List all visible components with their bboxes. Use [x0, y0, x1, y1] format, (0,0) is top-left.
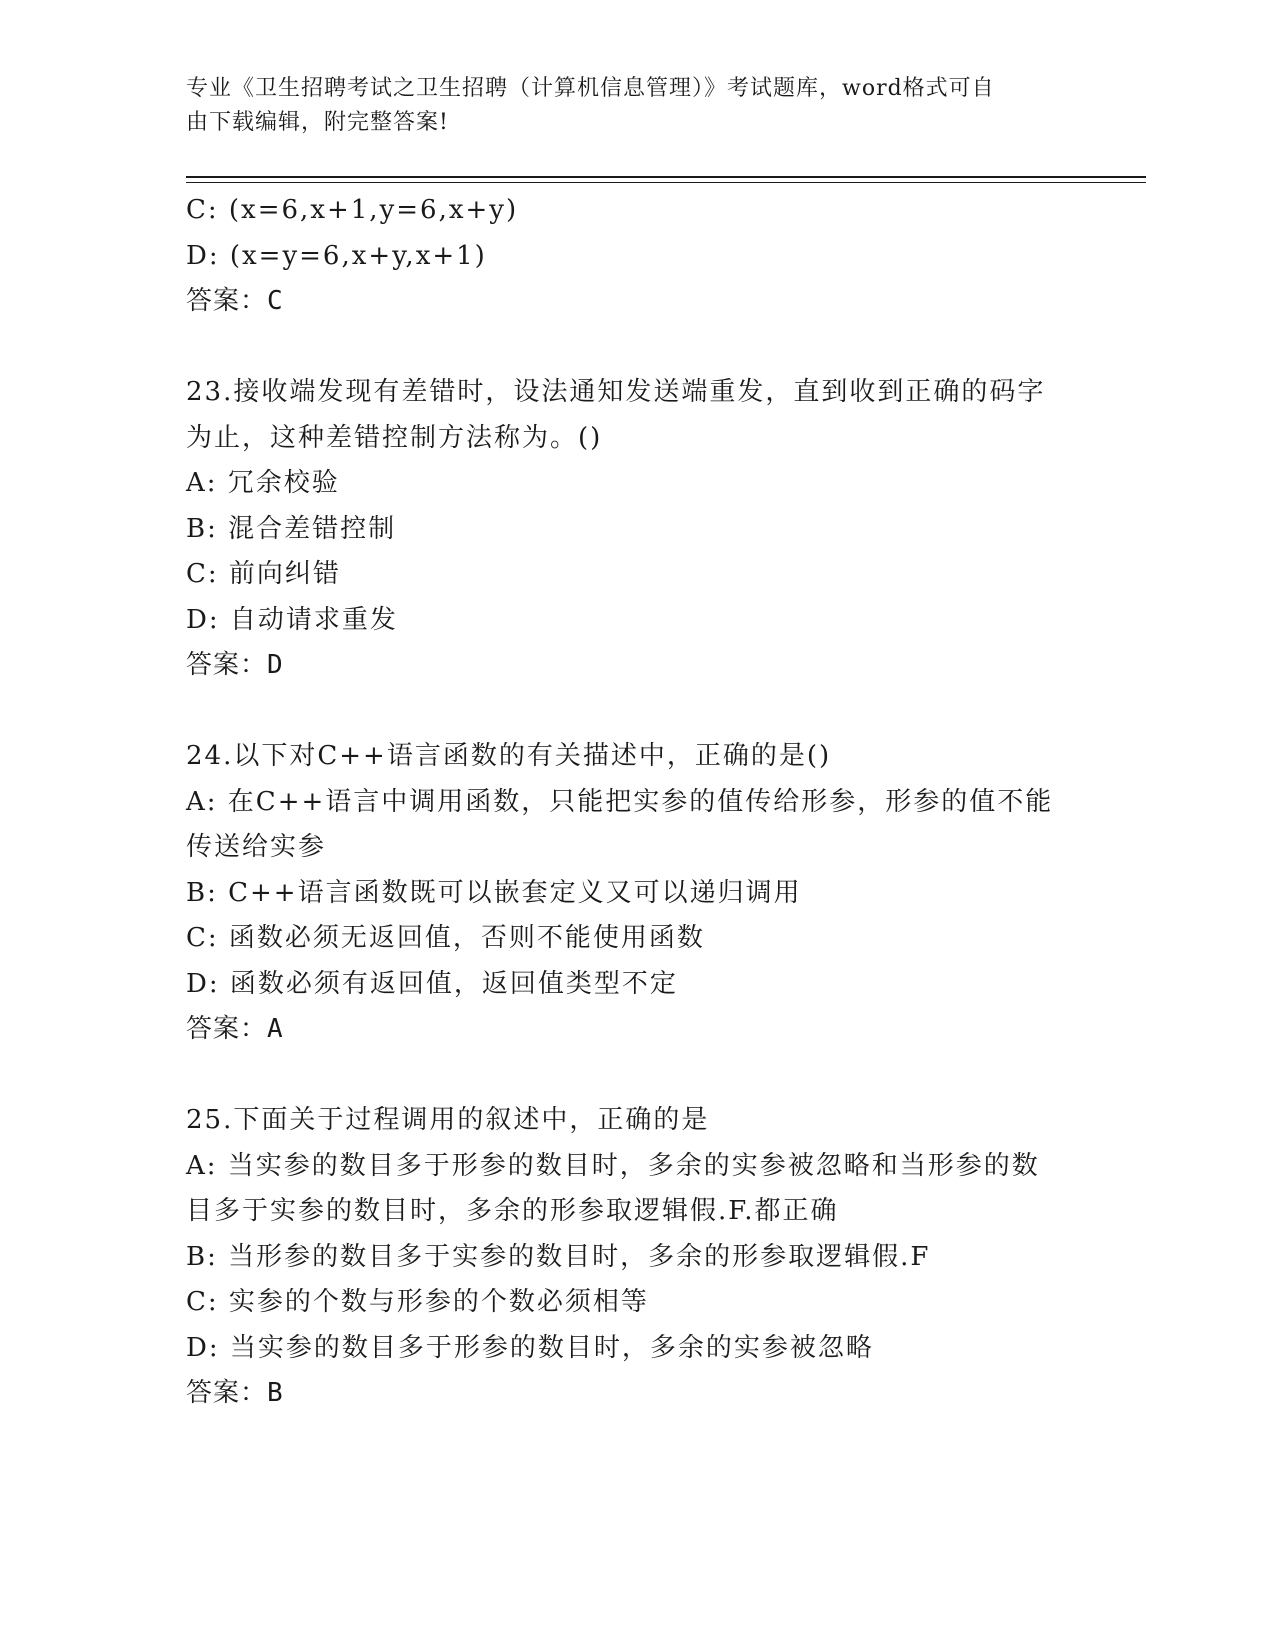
- question-list: [186, 188, 1086, 1417]
- spacer: [186, 689, 1086, 735]
- previous-question-tail: [186, 188, 1086, 325]
- answer-line: 答案：A: [186, 1014, 284, 1044]
- question-stem: 为止，这种差错控制方法称为。(): [186, 422, 603, 453]
- header-line-1: 专业《卫生招聘考试之卫生招聘（计算机信息管理）》考试题库，word格式可自: [186, 76, 995, 101]
- option-c: C: 实参的个数与形参的个数必须相等: [186, 1287, 649, 1317]
- option-b: B: C++语言函数既可以嵌套定义又可以递归调用: [186, 877, 802, 908]
- header-line-2: 由下载编辑，附完整答案!: [186, 110, 449, 135]
- question-23: [186, 370, 1086, 689]
- option-b: B: 混合差错控制: [186, 513, 397, 544]
- spacer: [186, 1053, 1086, 1099]
- option-b: B: 当形参的数目多于实参的数目时，多余的形参取逻辑假.F: [186, 1241, 931, 1272]
- question-stem: 23.接收端发现有差错时，设法通知发送端重发，直到收到正确的码字: [186, 377, 1046, 407]
- question-24: [186, 734, 1086, 1053]
- option-d: D: 自动请求重发: [186, 604, 398, 635]
- spacer: [186, 325, 1086, 371]
- question-stem: 24.以下对C++语言函数的有关描述中，正确的是(): [186, 741, 832, 771]
- option-a-continued: 传送给实参: [186, 832, 327, 862]
- document-header: [186, 72, 1066, 140]
- header-divider-thin: [186, 182, 1146, 183]
- option-d: D: 函数必须有返回值，返回值类型不定: [186, 968, 678, 999]
- header-divider-thick: [186, 176, 1146, 178]
- question-25: [186, 1098, 1086, 1417]
- option-d: D: (x=y=6,x+y,x+1): [186, 240, 487, 271]
- option-a: A: 冗余校验: [186, 468, 340, 498]
- answer-line: 答案：C: [186, 286, 284, 316]
- option-c: C: 函数必须无返回值，否则不能使用函数: [186, 923, 705, 953]
- option-c: C: 前向纠错: [186, 559, 341, 589]
- answer-line: 答案：D: [186, 650, 284, 680]
- answer-line: 答案：B: [186, 1378, 284, 1408]
- question-stem: 25.下面关于过程调用的叙述中，正确的是: [186, 1105, 710, 1135]
- option-a-continued: 目多于实参的数目时，多余的形参取逻辑假.F.都正确: [186, 1196, 839, 1226]
- option-d: D: 当实参的数目多于形参的数目时，多余的实参被忽略: [186, 1332, 874, 1363]
- option-c: C: (x=6,x+1,y=6,x+y): [186, 195, 519, 225]
- option-a: A: 当实参的数目多于形参的数目时，多余的实参被忽略和当形参的数: [186, 1150, 1040, 1181]
- option-a: A: 在C++语言中调用函数，只能把实参的值传给形参，形参的值不能: [186, 786, 1054, 817]
